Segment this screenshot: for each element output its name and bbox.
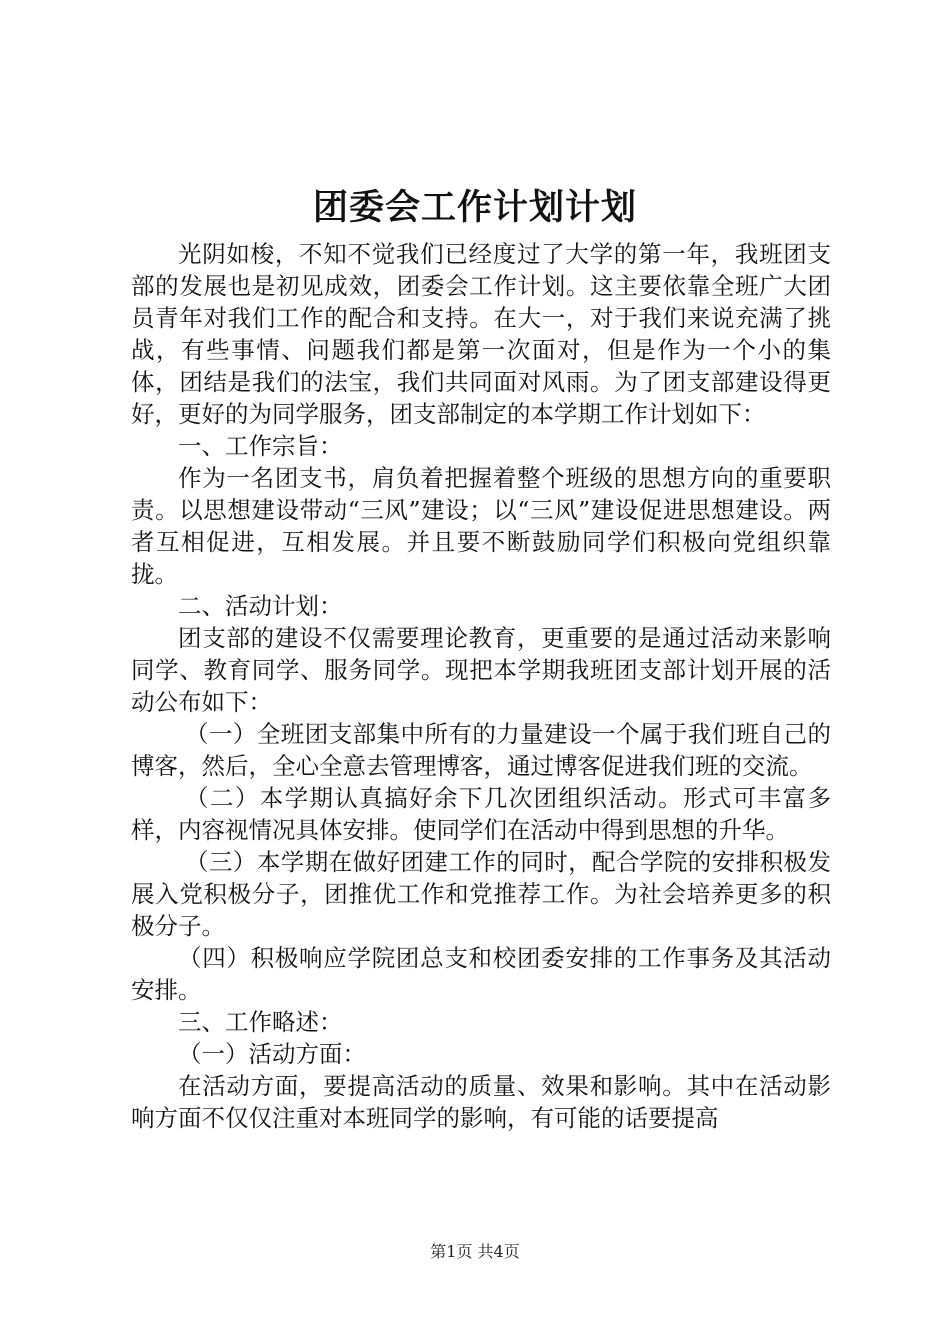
paragraph-activities: 在活动方面，要提高活动的质量、效果和影响。其中在活动影响方面不仅仅注重对本班同学的影响，有可能的话要提高 [131, 1072, 831, 1132]
page-number-footer: 第1页 共4页 [430, 1242, 520, 1261]
paragraph-intro: 光阴如梭，不知不觉我们已经度过了大学的第一年，我班团支部的发展也是初见成效，团委会工作计划。这主要依靠全班广大团员青年对我们工作的配合和支持。在大一，对于我们来说充满了挑战，有些事情、问题我们都是第一次面对，但是作为一个小的集体，团结是我们的法宝，我们共同面对风雨。为了团支部建设得更好，更好的为同学服务，团支部制定的本学期工作计划如下： [131, 240, 831, 428]
subheading-activities: （一）活动方面： [178, 1040, 366, 1068]
paragraph-activity-plan: 团支部的建设不仅需要理论教育，更重要的是通过活动来影响同学、教育同学、服务同学。现把本学期我班团支部计划开展的活动公布如下： [131, 624, 831, 716]
paragraph-work-purpose: 作为一名团支书，肩负着把握着整个班级的思想方向的重要职责。以思想建设带动“三风”建设；以“三风”建设促进思想建设。两者互相促进，互相发展。并且要不断鼓励同学们积极向党组织靠拢。 [131, 464, 831, 588]
document-body [131, 238, 831, 1134]
list-item-2: （二）本学期认真搞好余下几次团组织活动。形式可丰富多样，内容视情况具体安排。使同学们在活动中得到思想的升华。 [131, 784, 831, 844]
list-item-4: （四）积极响应学院团总支和校团委安排的工作事务及其活动安排。 [131, 944, 831, 1004]
list-item-1: （一）全班团支部集中所有的力量建设一个属于我们班自己的博客，然后，全心全意去管理博客，通过博客促进我们班的交流。 [131, 720, 831, 780]
heading-work-purpose: 一、工作宗旨： [178, 432, 343, 460]
document-title: 团委会工作计划计划 [312, 187, 637, 228]
heading-work-summary: 三、工作略述： [178, 1008, 343, 1036]
list-item-3: （三）本学期在做好团建工作的同时，配合学院的安排积极发展入党积极分子，团推优工作和党推荐工作。为社会培养更多的积极分子。 [131, 848, 831, 940]
heading-activity-plan: 二、活动计划： [178, 592, 343, 620]
